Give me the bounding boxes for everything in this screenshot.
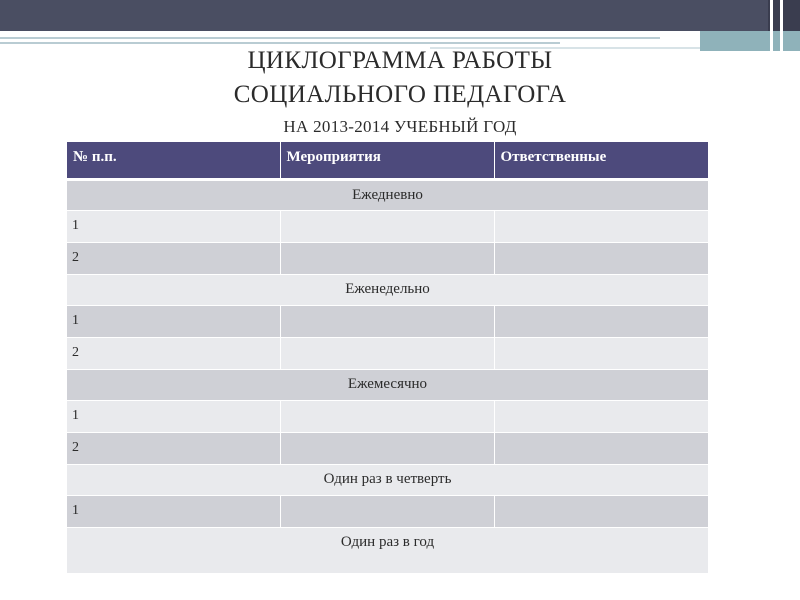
activity-cell: [280, 400, 494, 432]
responsible-cell: [494, 305, 708, 337]
activity-cell: [280, 495, 494, 527]
section-label: Один раз в четверть: [67, 464, 708, 495]
table-row: [67, 400, 708, 432]
table-row: [67, 495, 708, 527]
responsible-cell: [494, 242, 708, 274]
activity-cell: [280, 337, 494, 369]
activity-cell: [280, 305, 494, 337]
decor-stripe: [0, 37, 660, 39]
column-header-number: № п.п.: [67, 142, 280, 179]
section-row-weekly: [67, 274, 708, 305]
section-label: Один раз в год: [67, 527, 708, 573]
table-row: [67, 337, 708, 369]
row-number: 2: [67, 337, 280, 369]
activity-cell: [280, 210, 494, 242]
responsible-cell: [494, 400, 708, 432]
responsible-cell: [494, 432, 708, 464]
section-label: Ежедневно: [67, 179, 708, 210]
page-title-line-2: СОЦИАЛЬНОГО ПЕДАГОГА: [233, 81, 567, 108]
section-label: Еженедельно: [67, 274, 708, 305]
activity-cell: [280, 432, 494, 464]
section-row-daily: [67, 179, 708, 210]
page-title-line-1: ЦИКЛОГРАММА РАБОТЫ: [247, 47, 553, 74]
table-row: [67, 432, 708, 464]
table-header-row: [67, 142, 708, 179]
section-label: Ежемесячно: [67, 369, 708, 400]
responsible-cell: [494, 210, 708, 242]
row-number: 2: [67, 432, 280, 464]
section-row-yearly: [67, 527, 708, 573]
decor-tick: [770, 0, 773, 51]
decor-tick: [780, 0, 783, 51]
column-header-activities: Мероприятия: [280, 142, 494, 179]
table-row: [67, 210, 708, 242]
row-number: 1: [67, 495, 280, 527]
responsible-cell: [494, 337, 708, 369]
row-number: 2: [67, 242, 280, 274]
row-number: 1: [67, 400, 280, 432]
table-row: [67, 242, 708, 274]
section-row-monthly: [67, 369, 708, 400]
row-number: 1: [67, 305, 280, 337]
responsible-cell: [494, 495, 708, 527]
slide-top-bar: [0, 0, 780, 31]
row-number: 1: [67, 210, 280, 242]
page-subtitle: НА 2013-2014 УЧЕБНЫЙ ГОД: [283, 117, 517, 136]
section-row-quarterly: [67, 464, 708, 495]
column-header-responsible: Ответственные: [494, 142, 708, 179]
decor-stripe: [0, 42, 560, 44]
table-row: [67, 305, 708, 337]
activity-cell: [280, 242, 494, 274]
cyclogram-table: [67, 142, 708, 574]
